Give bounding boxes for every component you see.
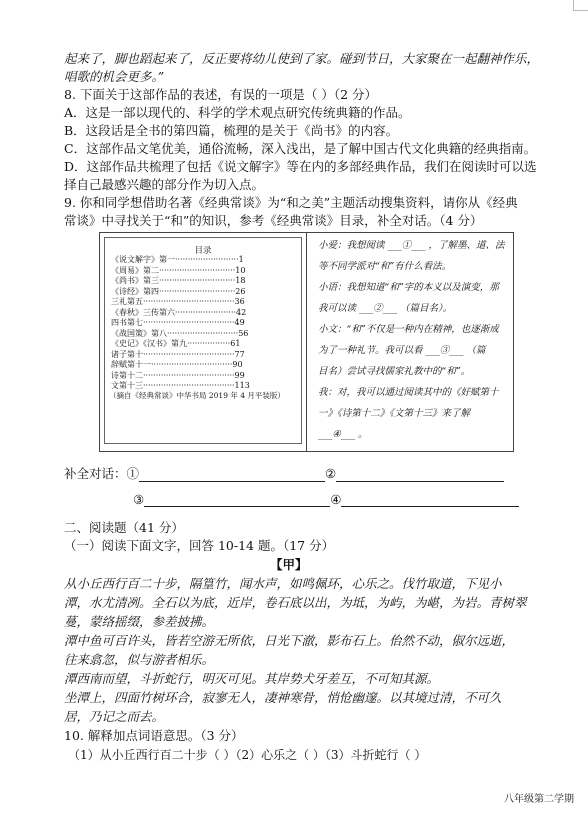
page-corner-mark: [573, 0, 588, 11]
q9-table: [99, 232, 514, 452]
q8-option-d-cont: 择自己最感兴趣的部分作为切入点。: [64, 177, 265, 192]
toc-source-note: （摘自《经典常谈》中华书局 2019 年 4 月平装版）: [109, 391, 285, 400]
q10-stem: 10. 解释加点词语意思。（3 分）: [64, 728, 244, 743]
toc-line: 《说文解字》第一·························1: [111, 255, 244, 264]
fill-row-2: [133, 492, 519, 507]
passage-line: 潭中鱼可百许头，皆若空游无所依，日光下澈，影布石上。佁然不动，俶尔远逝，: [64, 633, 515, 648]
passage-line: 蔓，蒙络摇缀，参差披拂。: [64, 614, 215, 629]
blank-number: ③: [133, 492, 145, 507]
dialogue-line: ___④___ 。: [318, 429, 368, 440]
fill-label: 补全对话：: [64, 466, 127, 481]
toc-line: 《周易》第二······························10: [111, 265, 246, 275]
toc-line: 三礼第五····································36: [111, 297, 245, 306]
blank-number: ④: [330, 492, 342, 507]
q8-option-d: D．这部作品共梳理了包括《说文解字》等在内的多部经典作品，我们在阅读时可以选: [64, 159, 537, 174]
passage-line: 坐潭上，四面竹树环合，寂寥无人，凄神寒骨，悄怆幽邃。以其境过清，不可久: [64, 690, 502, 705]
answer-blank-3[interactable]: [144, 492, 330, 507]
toc-line: 四书第七····································49: [111, 318, 245, 327]
toc-line: 诸子第十····································77: [111, 349, 245, 359]
dialogue-line: 我可以读 ___②___ （篇目名）。: [318, 303, 453, 314]
blank-number: ①: [126, 466, 140, 481]
q8-option-c: C．这部作品文笔优美，通俗流畅，深入浅出，是了解中国古代文化典籍的经典指南。: [64, 141, 537, 156]
passage-line: 潭西南而望，斗折蛇行，明灭可见。其岸势犬牙差互，不可知其源。: [64, 671, 440, 686]
toc-line: 辞赋第十一································90: [111, 360, 243, 369]
passage-line: 从小丘西行百二十步，隔篁竹，闻水声，如鸣佩环，心乐之。伐竹取道，下见小: [64, 576, 502, 591]
dialogue-line: 我：对，我可以通过阅读其中的《好赋第十: [318, 387, 499, 398]
answer-blank-1[interactable]: [139, 467, 325, 482]
passage-line: 居，乃记之而去。: [64, 709, 165, 724]
text-line: 唱歌的机会更多。”: [64, 69, 165, 84]
toc-title: 目录: [194, 246, 212, 256]
toc-line: 《尚书》第三······························18: [111, 276, 246, 285]
dialogue-line: 一》《诗第十二》《文第十三》来了解: [318, 408, 471, 419]
blank-number: ②: [325, 466, 337, 481]
q9-stem: 9. 你和同学想借助名著《经典常谈》为“和之美”主题活动搜集资料，请你从《经典: [64, 195, 518, 210]
passage-line: 潭，水尤清冽。全石以为底，近岸，卷石底以出，为坻，为屿，为嵁，为岩。青树翠: [64, 595, 527, 610]
toc-line: 《战国策》第八····························56: [111, 328, 249, 338]
fill-row-1: [64, 464, 504, 482]
dialogue-line: 等不同学派对“和”有什么看法。: [318, 261, 452, 272]
toc-line: 《史记》《汉书》第九·················61: [111, 339, 241, 348]
q8-option-a: A．这是一部以现代的、科学的学术观点研究传统典籍的作品。: [64, 105, 411, 120]
q8-stem: 8. 下面关于这部作品的表述，有误的一项是（ ）（2 分）: [64, 87, 378, 102]
q9-stem-cont: 常谈》中寻找关于“和”的知识，参考《经典常谈》目录，补全对话。（4 分）: [64, 213, 483, 228]
toc-line: 《诗经》第四······························26: [111, 286, 246, 296]
q8-option-b: B．这段话是全书的第四篇，梳理的是关于《尚书》的内容。: [64, 123, 399, 138]
q10-items: （1）从小丘西行百二十步（ ）（2）心乐之（ ）（3）斗折蛇行（ ）: [68, 748, 427, 762]
dialogue-line: 小语：我想知道“和”字的本义以及演变，那: [318, 282, 499, 293]
section-title: 二、阅读题（41 分）: [64, 520, 184, 535]
dialogue-line: 小爱：我想阅读 ___①___ ，了解墨、道、法: [318, 240, 505, 251]
dialogue-line: 小文：“和”不仅是一种内在精神，也逐渐成: [318, 324, 499, 335]
passage-label: 【甲】: [270, 557, 308, 572]
answer-blank-2[interactable]: [336, 467, 504, 482]
toc-line: 文第十三····································113: [111, 381, 250, 390]
dialogue-line: 目名）尝试寻找儒家礼教中的“和”。: [318, 366, 471, 377]
answer-blank-4[interactable]: [341, 492, 519, 507]
dialogue-line: 为了一种礼节。我可以看 ___③___ （篇: [318, 345, 486, 356]
toc-frame: [104, 237, 302, 444]
toc-cell: [100, 233, 307, 451]
toc-line: 诗第十二····································99: [111, 370, 245, 380]
section-sub: （一）阅读下面文字，回答 10-14 题。（17 分）: [64, 538, 335, 553]
passage-line: 往来翕忽，似与游者相乐。: [64, 652, 215, 667]
page-footer: 八年级第二学期: [504, 794, 574, 805]
text-line: 起来了，脚也蹈起来了，反正要将幼儿使到了家。碰到节日，大家聚在一起翻神作乐，: [64, 51, 540, 66]
toc-line: 《春秋》三传第六························42: [111, 307, 247, 317]
